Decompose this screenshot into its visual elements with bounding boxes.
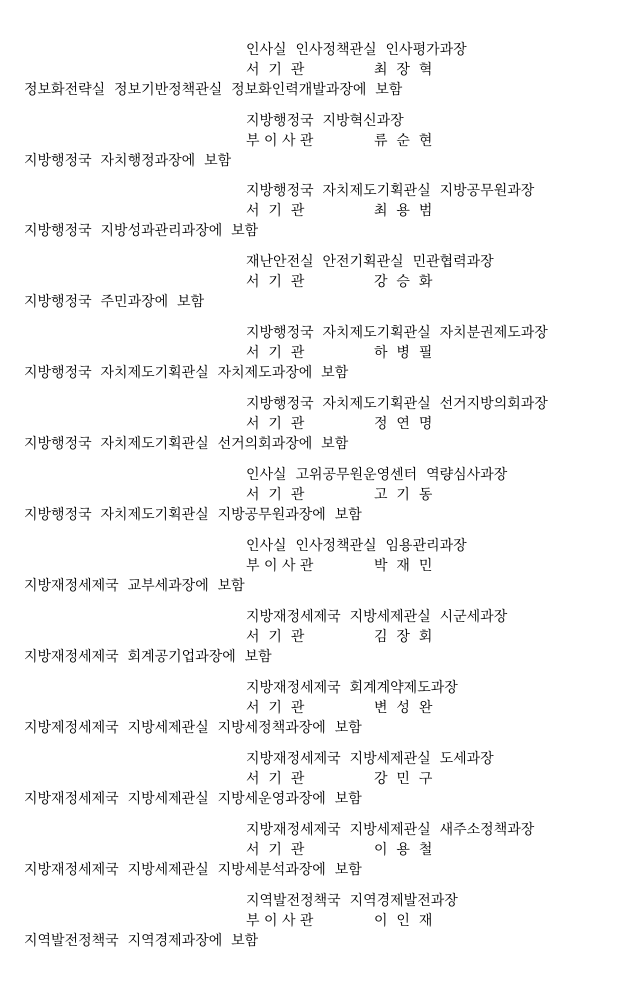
appointee-line bbox=[246, 272, 432, 292]
previous-position: 재난안전실 안전기획관실 민관협력과장 bbox=[246, 254, 494, 270]
new-position: 지방재정세제국 지방세제관실 지방세분석과장에 보함 bbox=[24, 862, 362, 878]
appointee-name: 최 장 혁 bbox=[374, 62, 433, 78]
previous-position: 지역발전정책국 지역경제발전과장 bbox=[246, 893, 458, 909]
previous-position: 인사실 인사정책관실 인사평가과장 bbox=[246, 42, 467, 58]
appointee-line bbox=[246, 485, 432, 505]
new-position: 지방행정국 지방성과관리과장에 보함 bbox=[24, 223, 259, 239]
appointment-entry bbox=[0, 749, 640, 819]
appointee-line bbox=[246, 698, 432, 718]
previous-position: 지방행정국 지방혁신과장 bbox=[246, 113, 404, 129]
new-position: 지방행정국 주민과장에 보함 bbox=[24, 294, 205, 310]
appointment-entry bbox=[0, 607, 640, 677]
rank-title: 서 기 관 bbox=[246, 487, 305, 503]
appointment-entry bbox=[0, 323, 640, 393]
new-position: 지방행정국 자치제도기획관실 자치제도과장에 보함 bbox=[24, 365, 349, 381]
rank-title: 부 이 사 관 bbox=[246, 133, 314, 149]
rank-title: 서 기 관 bbox=[246, 629, 305, 645]
appointee-name: 고 기 동 bbox=[374, 487, 433, 503]
rank-title: 서 기 관 bbox=[246, 345, 305, 361]
appointee-name: 하 병 필 bbox=[374, 345, 433, 361]
appointment-entry bbox=[0, 181, 640, 251]
rank-title: 서 기 관 bbox=[246, 842, 305, 858]
rank-title: 서 기 관 bbox=[246, 203, 305, 219]
rank-title: 부 이 사 관 bbox=[246, 558, 314, 574]
new-position: 지역발전정책국 지역경제과장에 보함 bbox=[24, 933, 259, 949]
appointment-entry bbox=[0, 678, 640, 748]
rank-title: 서 기 관 bbox=[246, 771, 305, 787]
new-position: 지방행정국 자치제도기획관실 선거의회과장에 보함 bbox=[24, 436, 349, 452]
appointment-entry bbox=[0, 40, 640, 110]
appointee-name: 류 순 현 bbox=[374, 133, 433, 149]
previous-position: 지방재정세제국 회계계약제도과장 bbox=[246, 680, 458, 696]
appointee-name: 강 민 구 bbox=[374, 771, 433, 787]
appointee-line bbox=[246, 840, 432, 860]
previous-position: 인사실 고위공무원운영센터 역량심사과장 bbox=[246, 467, 508, 483]
appointee-line bbox=[246, 769, 432, 789]
previous-position: 지방행정국 자치제도기획관실 자치분권제도과장 bbox=[246, 325, 548, 341]
appointment-entry bbox=[0, 111, 640, 181]
previous-position: 인사실 인사정책관실 임용관리과장 bbox=[246, 538, 467, 554]
appointment-entry bbox=[0, 394, 640, 464]
appointment-entry bbox=[0, 891, 640, 961]
new-position: 지방행정국 자치제도기획관실 지방공무원과장에 보함 bbox=[24, 507, 362, 523]
appointment-entry bbox=[0, 536, 640, 606]
new-position: 지방행정국 자치행정과장에 보함 bbox=[24, 153, 232, 169]
new-position: 정보화전략실 정보기반정책관실 정보화인력개발과장에 보함 bbox=[24, 82, 403, 98]
appointee-name: 박 재 민 bbox=[374, 558, 433, 574]
appointment-entry bbox=[0, 252, 640, 322]
appointment-entry bbox=[0, 465, 640, 535]
new-position: 지방재정세제국 회계공기업과장에 보함 bbox=[24, 649, 272, 665]
appointee-line bbox=[246, 60, 432, 80]
appointee-name: 이 용 철 bbox=[374, 842, 433, 858]
appointee-line bbox=[246, 131, 432, 151]
rank-title: 서 기 관 bbox=[246, 62, 305, 78]
appointee-name: 김 장 회 bbox=[374, 629, 433, 645]
appointment-entry bbox=[0, 820, 640, 890]
previous-position: 지방행정국 자치제도기획관실 지방공무원과장 bbox=[246, 183, 535, 199]
appointee-name: 최 용 범 bbox=[374, 203, 433, 219]
appointee-line bbox=[246, 201, 432, 221]
previous-position: 지방행정국 자치제도기획관실 선거지방의회과장 bbox=[246, 396, 548, 412]
new-position: 지방재정세제국 지방세제관실 지방세운영과장에 보함 bbox=[24, 791, 362, 807]
previous-position: 지방재정세제국 지방세제관실 도세과장 bbox=[246, 751, 494, 767]
previous-position: 지방재정세제국 지방세제관실 시군세과장 bbox=[246, 609, 508, 625]
new-position: 지방제정세제국 지방세제관실 지방세정책과장에 보함 bbox=[24, 720, 362, 736]
appointee-line bbox=[246, 343, 432, 363]
appointee-name: 강 승 화 bbox=[374, 274, 433, 290]
rank-title: 부 이 사 관 bbox=[246, 913, 314, 929]
appointee-name: 이 인 재 bbox=[374, 913, 433, 929]
previous-position: 지방재정세제국 지방세제관실 새주소정책과장 bbox=[246, 822, 535, 838]
appointee-name: 정 연 명 bbox=[374, 416, 433, 432]
new-position: 지방재정세제국 교부세과장에 보함 bbox=[24, 578, 245, 594]
appointee-line bbox=[246, 414, 432, 434]
appointee-line bbox=[246, 627, 432, 647]
appointee-name: 변 성 완 bbox=[374, 700, 433, 716]
appointee-line bbox=[246, 556, 432, 576]
appointee-line bbox=[246, 911, 432, 931]
rank-title: 서 기 관 bbox=[246, 700, 305, 716]
rank-title: 서 기 관 bbox=[246, 416, 305, 432]
rank-title: 서 기 관 bbox=[246, 274, 305, 290]
